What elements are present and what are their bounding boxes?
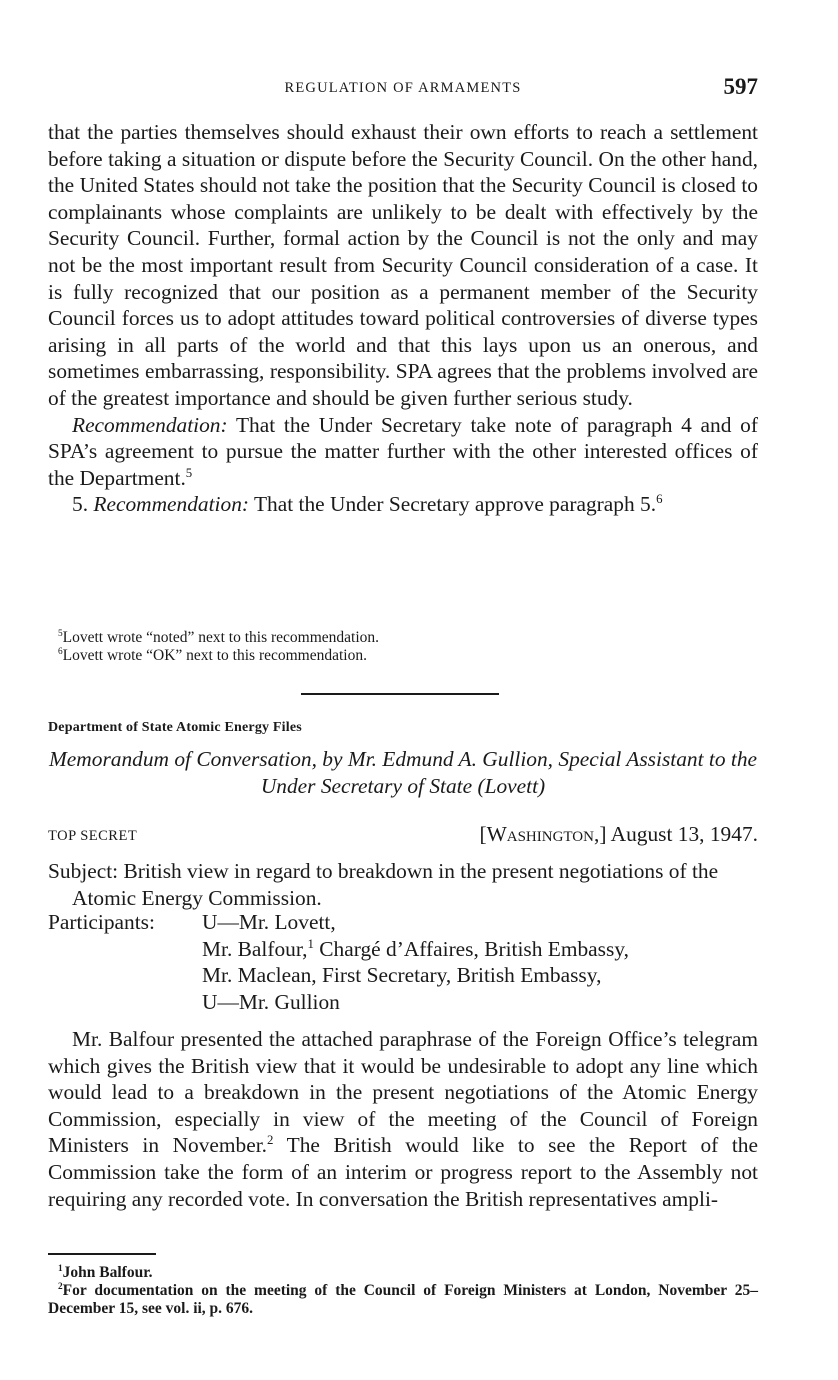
footnote-ref[interactable]: 6	[656, 492, 663, 507]
recommendation-label: Recommendation:	[93, 492, 250, 517]
participant: Mr. Balfour,$^1$ Chargé d’Affaires, British Embassy,	[202, 936, 629, 961]
date: August 13, 1947.	[610, 822, 758, 846]
participants-names	[202, 909, 758, 1015]
paragraph-recommendation-5	[48, 491, 758, 518]
footnote-ref[interactable]: 5	[185, 465, 193, 480]
footnote	[48, 1282, 758, 1318]
source-file-line: Department of State Atomic Energy Files	[48, 720, 302, 735]
footnote-text: Lovett wrote “noted” next to this recommendation.	[62, 629, 380, 646]
footnote-rule	[48, 1253, 156, 1255]
recommendation-text: That the Under Secretary take note of paragraph 4 and of SPA’s agreement to pursue the matter further with the other interested offices of the Department.	[48, 412, 758, 490]
subject-text: British view in regard to breakdown in the present negotiations of the Atomic Energy Commission.	[72, 859, 719, 910]
memo-paragraph: Mr. Balfour presented the attached paraphrase of the Foreign Office’s telegram which gives the British view that it would be undesirable to adopt any line which would lead to a breakdown in the present negotiations of the Atomic Energy Commission, especially in view of the meeting of the Council of Foreign Ministers in November.$^2$ The British would like to see the Report of the Commission take the form of an interim or progress report to the Assembly not requiring any recorded vote. In conversation the British representatives ampli-	[48, 1027, 758, 1211]
place: Washington,	[486, 822, 600, 846]
participants-list	[48, 909, 758, 1015]
recommendation-text: That the Under Secretary approve paragraph 5.	[249, 492, 657, 517]
footnote-ref[interactable]: 1	[307, 936, 314, 951]
footnote	[58, 647, 758, 665]
participant: U—Mr. Lovett,	[202, 910, 336, 934]
subject-label: Subject:	[48, 859, 119, 883]
section-divider	[301, 693, 499, 695]
footnote-text: Lovett wrote “OK” next to this recommendation.	[62, 647, 367, 664]
running-head-title: REGULATION OF ARMAMENTS	[284, 80, 522, 96]
footnotes-top	[58, 629, 758, 665]
footnote-mark: 6	[58, 646, 63, 657]
recommendation-label: Recommendation:	[72, 412, 228, 437]
participant: U—Mr. Gullion	[202, 989, 340, 1014]
paragraph-recommendation-4	[48, 412, 758, 492]
footnote-text: For documentation on the meeting of the Council of Foreign Ministers at London, November 25–December 15, see vol. ii, p. 676.	[48, 1282, 758, 1317]
participants-label: Participants:	[48, 910, 155, 934]
participant: Mr. Maclean, First Secretary, British Embassy,	[202, 963, 602, 988]
dateline	[48, 822, 758, 850]
paragraph-continued: that the parties themselves should exhaust their own efforts to reach a settlement before taking a situation or dispute before the Security Council. On the other hand, the United States should not take the position that the Security Council is closed to complainants whose complaints are unlikely to be dealt with effectively by the Security Council. Further, formal action by the Council is not the only and may not be the most important result from Security Council consideration of a case. It is fully recognized that our position as a permanent member of the Security Council forces us to adopt attitudes toward political controversies of diverse types arising in all parts of the world and that this lays upon us an onerous, and sometimes embarrassing, responsibility. SPA agrees that the problems involved are of the greatest importance and should be given further serious study.	[48, 120, 758, 410]
subject-line	[48, 858, 758, 911]
memo-body	[48, 1026, 758, 1212]
footnote-mark: 2	[58, 1281, 63, 1292]
paragraph-number: 5.	[72, 492, 94, 517]
footnote-mark: 5	[58, 628, 63, 639]
running-head	[48, 74, 758, 102]
place-and-date: [Washington,] August 13, 1947.	[479, 822, 758, 846]
footnotes-bottom	[48, 1264, 758, 1318]
footnote	[48, 1264, 758, 1282]
footnote-mark: 1	[58, 1263, 63, 1274]
page-number: 597	[723, 74, 758, 99]
footnote-text: John Balfour.	[62, 1264, 153, 1281]
document-title: Memorandum of Conversation, by Mr. Edmund A. Gullion, Special Assistant to the Under Secretary of State (Lovett)	[48, 747, 758, 798]
continued-text-block	[48, 119, 758, 518]
classification-label: TOP SECRET	[48, 828, 138, 844]
footnote-ref[interactable]: 2	[267, 1133, 274, 1148]
footnote	[58, 629, 758, 647]
